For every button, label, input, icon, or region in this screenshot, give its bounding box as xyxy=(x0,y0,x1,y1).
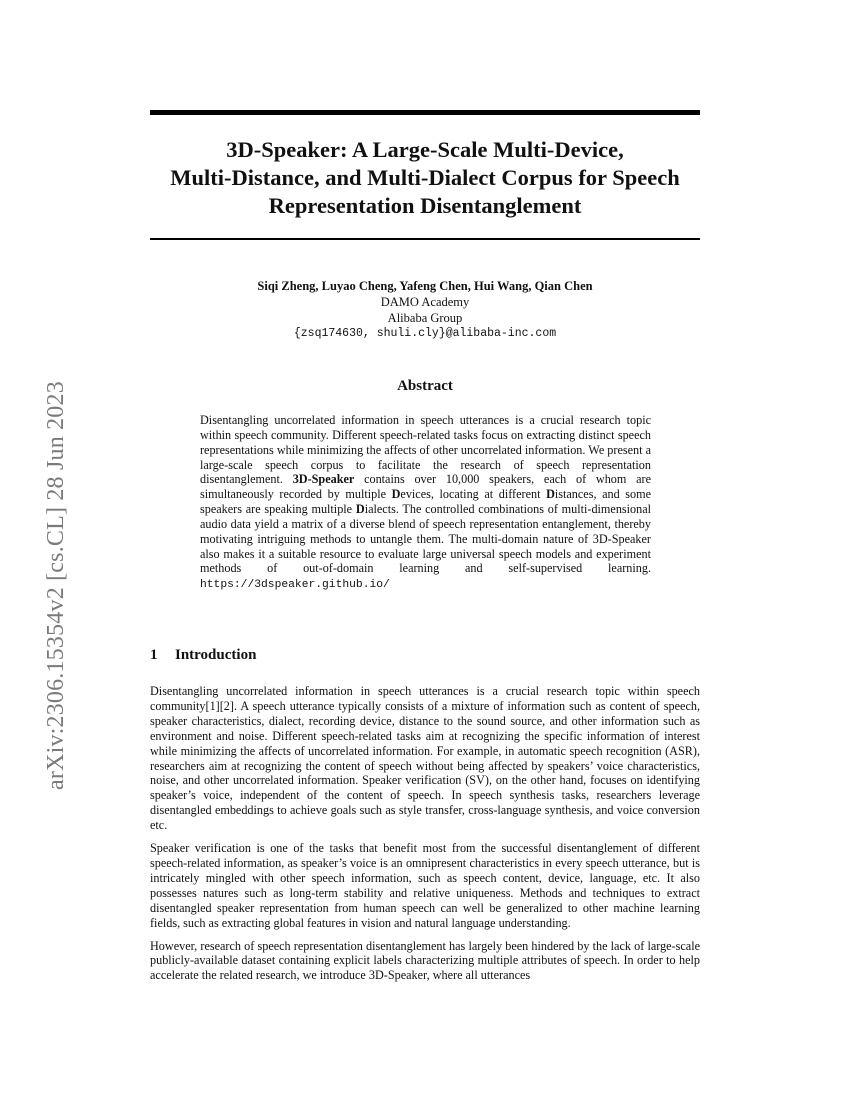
arxiv-sidebar xyxy=(20,300,69,790)
arxiv-stamp: arXiv:2306.15354v2 [cs.CL] 28 Jun 2023 xyxy=(43,381,69,790)
body-paragraph: Speaker verification is one of the tasks that benefit most from the successful disentanglement of different speech-related information, as speaker’s voice is an omnipresent characteristics in every speech utterance, but is intricately mingled with other speech information, such as speech content, device, language, etc. It also possesses natures such as long-term stability and relative uniqueness. Methods and techniques to extract disentangled speaker representation from human speech can well be generalized to other machine learning fields, such as extracting global features in vision and natural language understanding. xyxy=(150,841,700,930)
emphasis-letter: D xyxy=(546,487,555,502)
title-line: 3D-Speaker: A Large-Scale Multi-Device, xyxy=(226,137,624,162)
abstract-body xyxy=(200,413,651,593)
section-title: Introduction xyxy=(175,647,257,663)
paper-title xyxy=(150,136,700,220)
affiliation: Alibaba Group xyxy=(387,311,463,325)
title-line: Representation Disentanglement xyxy=(268,193,582,218)
title-top-rule xyxy=(150,110,700,115)
abstract-text: ialects. The controlled combinations of multi-dimensional audio data yield a matrix of a diverse blend of speech representation entanglement, thereby motivating intriguing methods to untangle them. The multi-domain nature of 3D-Speaker also makes it a suitable resource to evaluate large universal speech models and experiment methods of out-of-domain learning and self-supervised learning. xyxy=(200,502,652,576)
author-block xyxy=(150,278,700,342)
abstract-text: evices, locating at different xyxy=(400,487,541,502)
body-paragraph: However, research of speech representation disentanglement has largely been hindered by the lack of large-scale publicly-available dataset containing explicit labels characterizing multiple attributes of speech. In order to help accelerate the related research, we introduce 3D-Speaker, where all utterances xyxy=(150,938,700,983)
introduction-body xyxy=(150,684,700,991)
section-heading xyxy=(150,645,700,665)
body-paragraph: Disentangling uncorrelated information in speech utterances is a crucial research topic within speech community[1][2]. A speech utterance typically consists of a mixture of information such as content of speech, speaker characteristics, dialect, recording device, distance to the sound source, and other information such as environment and noise. Different speech-related tasks aim at recognizing the specific information of interest while minimizing the affects of uncorrelated information. For example, in automatic speech recognition (ASR), researchers aim at recognizing the content of speech without being affected by speakers’ voice characteristics, noise, and other uncorrelated information. Speaker verification (SV), on the other hand, focuses on identifying speaker’s voice, independent of the content of speech. In speech synthesis tasks, researchers leverage disentangled embeddings to achieve goals such as style transfer, cross-language synthesis, and voice conversion etc. xyxy=(150,684,700,833)
abstract-paragraph xyxy=(200,413,651,593)
corpus-name: 3D-Speaker xyxy=(292,472,355,487)
author-email: {zsq174630, shuli.cly}@alibaba-inc.com xyxy=(293,327,557,340)
section-number: 1 xyxy=(150,647,158,663)
project-link[interactable]: https://3dspeaker.github.io/ xyxy=(200,579,390,592)
abstract-text: istances, and some speakers are speaking multiple xyxy=(200,487,652,517)
affiliation: DAMO Academy xyxy=(380,295,470,309)
abstract-heading: Abstract xyxy=(397,378,453,394)
emphasis-letter: D xyxy=(391,487,401,502)
title-line: Multi-Distance, and Multi-Dialect Corpus for Speech xyxy=(170,165,680,190)
author-names: Siqi Zheng, Luyao Cheng, Yafeng Chen, Hui Wang, Qian Chen xyxy=(257,279,593,293)
emphasis-letter: D xyxy=(355,502,365,517)
abstract-text: Disentangling uncorrelated information in speech utterances is a crucial research topic within speech community. Different speech-related tasks focus on extracting distinct speech representations while minimizing the affects of other uncorrelated information. We present a large-scale speech corpus to facilitate the research of speech representation disentanglement. xyxy=(200,413,651,487)
title-bottom-rule xyxy=(150,238,700,240)
abstract-text: contains over 10,000 speakers, each of whom are simultaneously recorded by multiple xyxy=(200,472,652,502)
